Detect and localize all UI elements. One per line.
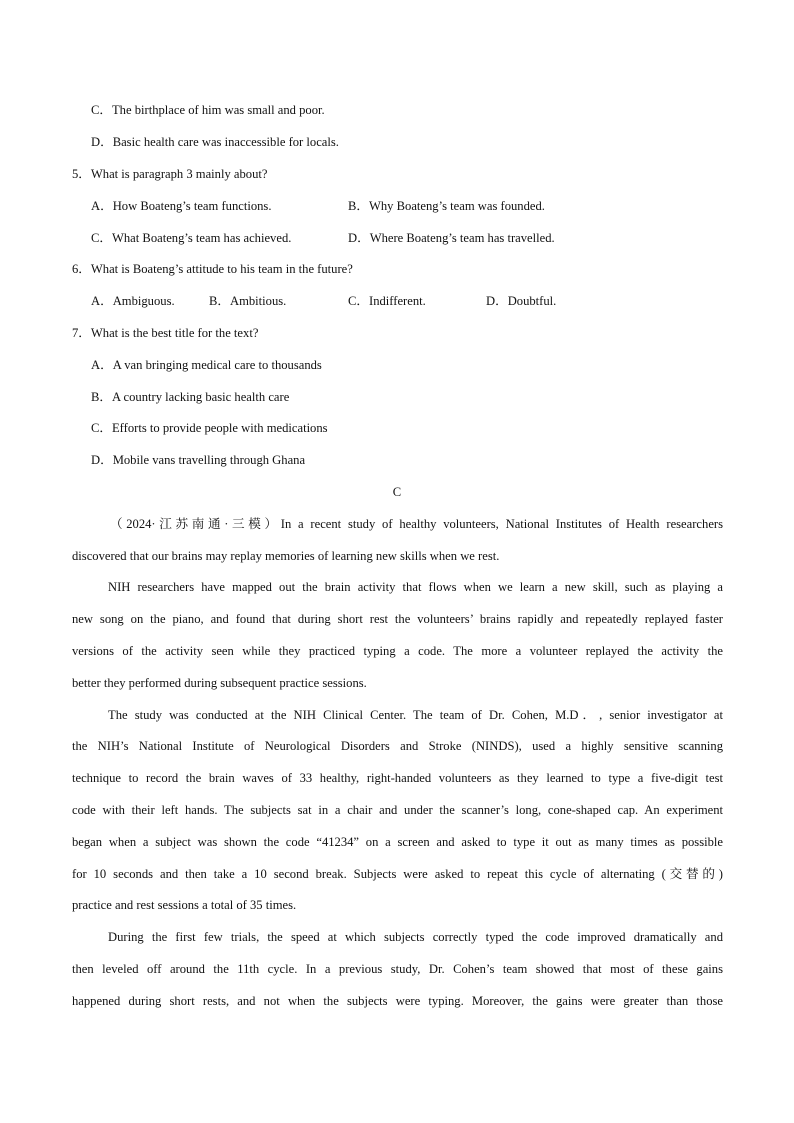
question-5-option-c: C．What Boateng’s team has achieved. xyxy=(91,231,292,245)
question-5-option-a: A．How Boateng’s team functions. xyxy=(91,199,272,213)
paragraph-3-line: practice and rest sessions a total of 35 times. xyxy=(72,898,297,912)
question-7-option-c: C．Efforts to provide people with medications xyxy=(91,421,328,435)
paragraph-3-line: the NIH’s National Institute of Neurological Disorders and Stroke (NINDS), used a highly sensitive scanning xyxy=(72,739,723,753)
question-7-option-b: B．A country lacking basic health care xyxy=(91,390,290,404)
paragraph-1-line: discovered that our brains may replay memories of learning new skills when we rest. xyxy=(72,549,500,563)
paragraph-4-line: happened during short rests, and not when the subjects were typing. Moreover, the gains were greater than those xyxy=(72,994,723,1008)
paragraph-1-line: （2024·江苏南通·三模）In a recent study of healthy volunteers, National Institutes of Health researchers xyxy=(110,517,723,531)
question-7-option-a: A．A van bringing medical care to thousands xyxy=(91,358,322,372)
question-6-option-d: D．Doubtful. xyxy=(486,294,557,308)
question-6-stem: 6．What is Boateng’s attitude to his team in the future? xyxy=(72,262,353,276)
paragraph-2-line: NIH researchers have mapped out the brain activity that flows when we learn a new skill, such as playing a xyxy=(108,580,723,594)
paragraph-2-line: versions of the activity seen while they practiced typing a code. The more a volunteer replayed the activity the xyxy=(72,644,723,658)
question-5-stem: 5．What is paragraph 3 mainly about? xyxy=(72,167,268,181)
paragraph-3-line: began when a subject was shown the code “41234” on a screen and asked to type it out as many times as possible xyxy=(72,835,723,849)
paragraph-2-line: new song on the piano, and found that during short rest the volunteers’ brains rapidly and repeatedly replayed faster xyxy=(72,612,723,626)
question-7-stem: 7．What is the best title for the text? xyxy=(72,326,259,340)
question-5-option-d: D．Where Boateng’s team has travelled. xyxy=(348,231,555,245)
option-c-prev: C．The birthplace of him was small and poor. xyxy=(91,103,325,117)
paragraph-4-line: then leveled off around the 11th cycle. In a previous study, Dr. Cohen’s team showed that most of these gains xyxy=(72,962,723,976)
paragraph-3-line: code with their left hands. The subjects sat in a chair and under the scanner’s long, cone-shaped cap. An experiment xyxy=(72,803,723,817)
paragraph-3-line: The study was conducted at the NIH Clinical Center. The team of Dr. Cohen, M.D．, senior investigator at xyxy=(108,708,723,722)
question-5-option-b: B．Why Boateng’s team was founded. xyxy=(348,199,545,213)
section-heading: C xyxy=(392,485,402,499)
paragraph-2-line: better they performed during subsequent practice sessions. xyxy=(72,676,367,690)
paragraph-3-line: technique to record the brain waves of 33 healthy, right-handed volunteers as they learned to type a five-digit test xyxy=(72,771,723,785)
question-6-option-c: C．Indifferent. xyxy=(348,294,426,308)
question-6-option-a: A．Ambiguous. xyxy=(91,294,175,308)
question-7-option-d: D．Mobile vans travelling through Ghana xyxy=(91,453,306,467)
option-d-prev: D．Basic health care was inaccessible for locals. xyxy=(91,135,339,149)
question-6-option-b: B．Ambitious. xyxy=(209,294,287,308)
paragraph-4-line: During the first few trials, the speed at which subjects correctly typed the code improved dramatically and xyxy=(108,930,723,944)
paragraph-3-line: for 10 seconds and then take a 10 second break. Subjects were asked to repeat this cycle of alternating (交替的) xyxy=(72,867,723,881)
